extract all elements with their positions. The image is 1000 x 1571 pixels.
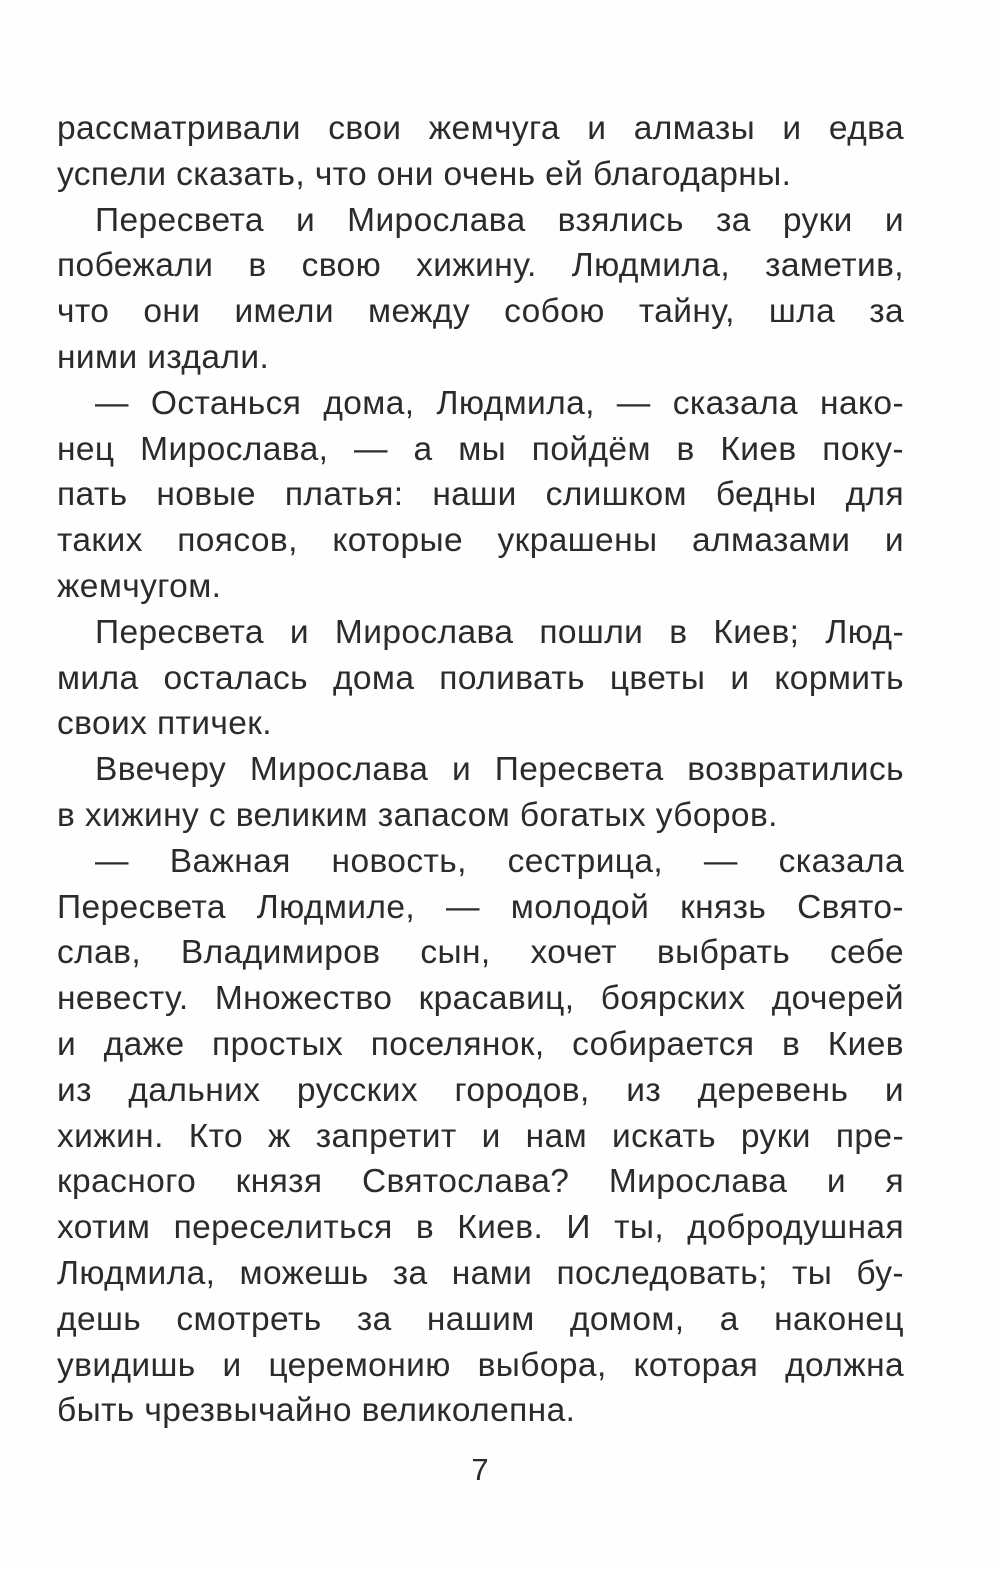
text-line: ними издали. bbox=[57, 338, 270, 376]
text-line: побежали в свою хижину. Людмила, заметив, bbox=[57, 247, 904, 285]
text-line: что они имели между собою тайну, шла за bbox=[57, 293, 904, 331]
text-line: жемчугом. bbox=[57, 567, 222, 605]
text-line: — Важная новость, сестрица, — сказала bbox=[95, 842, 904, 880]
text-line: Пересвета Людмиле, — молодой князь Свято- bbox=[57, 888, 904, 926]
text-line: таких поясов, которые украшены алмазами и bbox=[57, 522, 904, 560]
text-line: увидишь и церемонию выбора, которая должна bbox=[57, 1346, 904, 1384]
text-line: рассматривали свои жемчуга и алмазы и едва bbox=[57, 110, 904, 147]
text-line: быть чрезвычайно великолепна. bbox=[57, 1392, 576, 1430]
text-line: — Останься дома, Людмила, — сказала нако- bbox=[95, 384, 904, 422]
text-line: хотим переселиться в Киев. И ты, добродушная bbox=[57, 1209, 904, 1247]
text-line: Людмила, можешь за нами последовать; ты бу- bbox=[57, 1254, 904, 1292]
text-line: мила осталась дома поливать цветы и кормить bbox=[57, 659, 904, 697]
text-line: и даже простых поселянок, собирается в Киев bbox=[57, 1025, 904, 1063]
text-line: невесту. Множество красавиц, боярских дочерей bbox=[57, 980, 904, 1018]
text-line: своих птичек. bbox=[57, 705, 273, 743]
text-line: Ввечеру Мирослава и Пересвета возвратились bbox=[95, 751, 904, 789]
text-line: дешь смотреть за нашим домом, а наконец bbox=[57, 1300, 904, 1338]
body-text bbox=[57, 106, 904, 1434]
page-number: 7 bbox=[471, 1452, 489, 1487]
text-line: в хижину с великим запасом богатых уборов. bbox=[57, 796, 778, 834]
text-line: красного князя Святослава? Мирослава и я bbox=[57, 1163, 904, 1201]
text-line: хижин. Кто ж запретит и нам искать руки пре- bbox=[57, 1117, 904, 1155]
text-line: слав, Владимиров сын, хочет выбрать себе bbox=[57, 934, 904, 972]
text-line: пать новые платья: наши слишком бедны для bbox=[57, 476, 904, 514]
text-line: Пересвета и Мирослава пошли в Киев; Люд- bbox=[95, 613, 904, 651]
text-line: из дальних русских городов, из деревень и bbox=[57, 1071, 904, 1109]
text-line: Пересвета и Мирослава взялись за руки и bbox=[95, 201, 904, 239]
text-line: нец Мирослава, — а мы пойдём в Киев поку- bbox=[57, 430, 904, 468]
text-line: успели сказать, что они очень ей благодарны. bbox=[57, 155, 792, 193]
